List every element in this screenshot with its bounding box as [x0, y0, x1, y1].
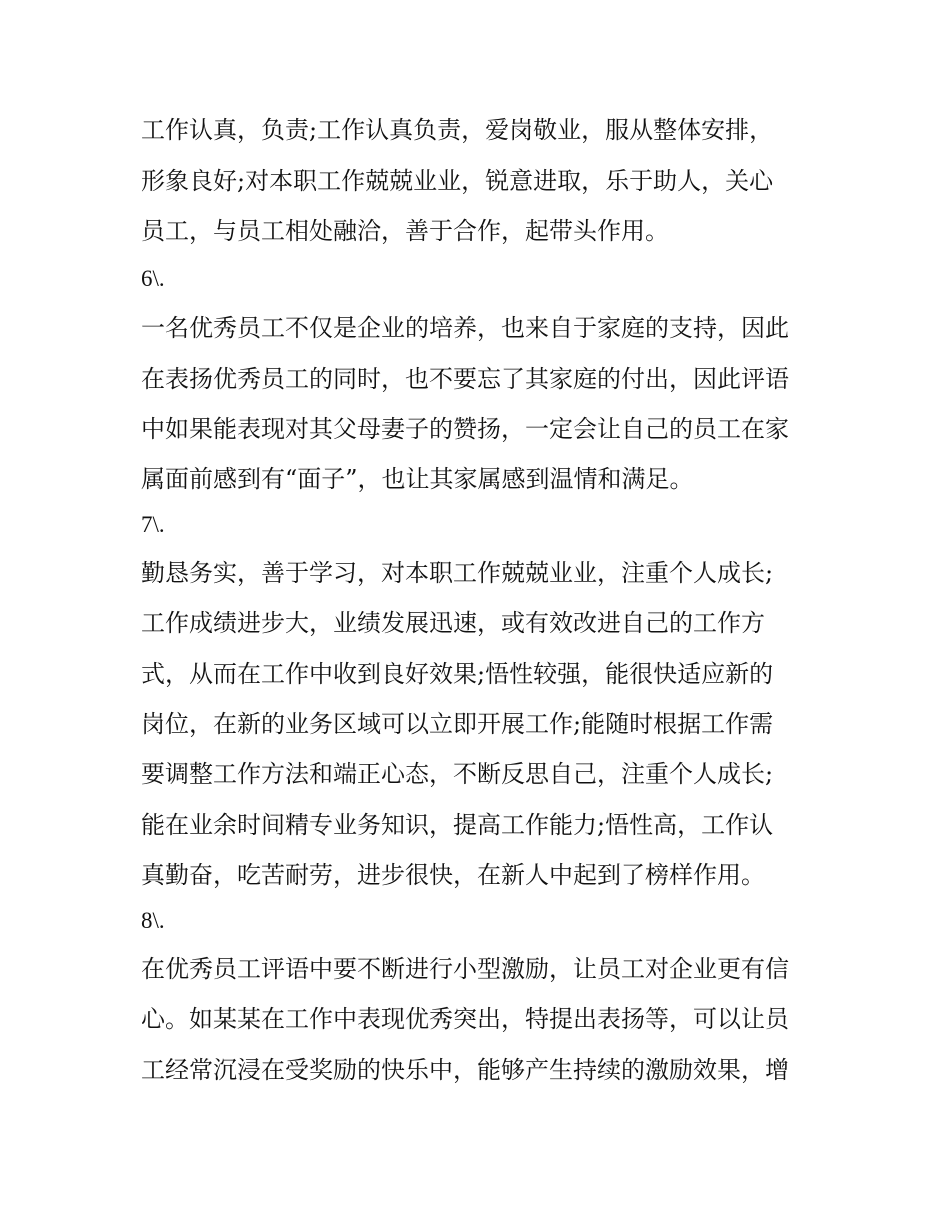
text-line: 工作认真，负责;工作认真负责，爱岗敬业，服从整体安排，	[141, 116, 774, 144]
text-line: 中如果能表现对其父母妻子的赞扬，一定会让自己的员工在家	[141, 415, 789, 443]
text-line: 在优秀员工评语中要不断进行小型激励，让员工对企业更有信	[141, 955, 789, 983]
text-line: 工经常沉浸在受奖励的快乐中，能够产生持续的激励效果，增	[141, 1056, 789, 1084]
text-line: 一名优秀员工不仅是企业的培养，也来自于家庭的支持，因此	[141, 314, 789, 342]
text-line: 形象良好;对本职工作兢兢业业，锐意进取，乐于助人，关心	[141, 167, 774, 195]
section-number: 6\.	[141, 266, 165, 291]
text-line: 勤恳务实，善于学习，对本职工作兢兢业业，注重个人成长;	[141, 559, 774, 587]
text-line: 岗位，在新的业务区域可以立即开展工作;能随时根据工作需	[141, 710, 774, 738]
text-line: 工作成绩进步大，业绩发展迅速，或有效改进自己的工作方	[141, 609, 765, 637]
text-line: 真勤奋，吃苦耐劳，进步很快，在新人中起到了榜样作用。	[141, 861, 765, 889]
text-line: 员工，与员工相处融洽，善于合作，起带头作用。	[141, 217, 669, 245]
text-line: 在表扬优秀员工的同时，也不要忘了其家庭的付出，因此评语	[141, 365, 789, 393]
text-line: 要调整工作方法和端正心态，不断反思自己，注重个人成长;	[141, 760, 774, 788]
section-number: 7\.	[141, 512, 165, 537]
text-line: 心。如某某在工作中表现优秀突出，特提出表扬等，可以让员	[141, 1005, 789, 1033]
text-line: 能在业余时间精专业务知识，提高工作能力;悟性高，工作认	[141, 811, 774, 839]
text-line: 式，从而在工作中收到良好效果;悟性较强，能很快适应新的	[141, 660, 774, 688]
section-number: 8\.	[141, 908, 165, 933]
text-line: 属面前感到有“面子”，也让其家属感到温情和满足。	[141, 465, 694, 493]
